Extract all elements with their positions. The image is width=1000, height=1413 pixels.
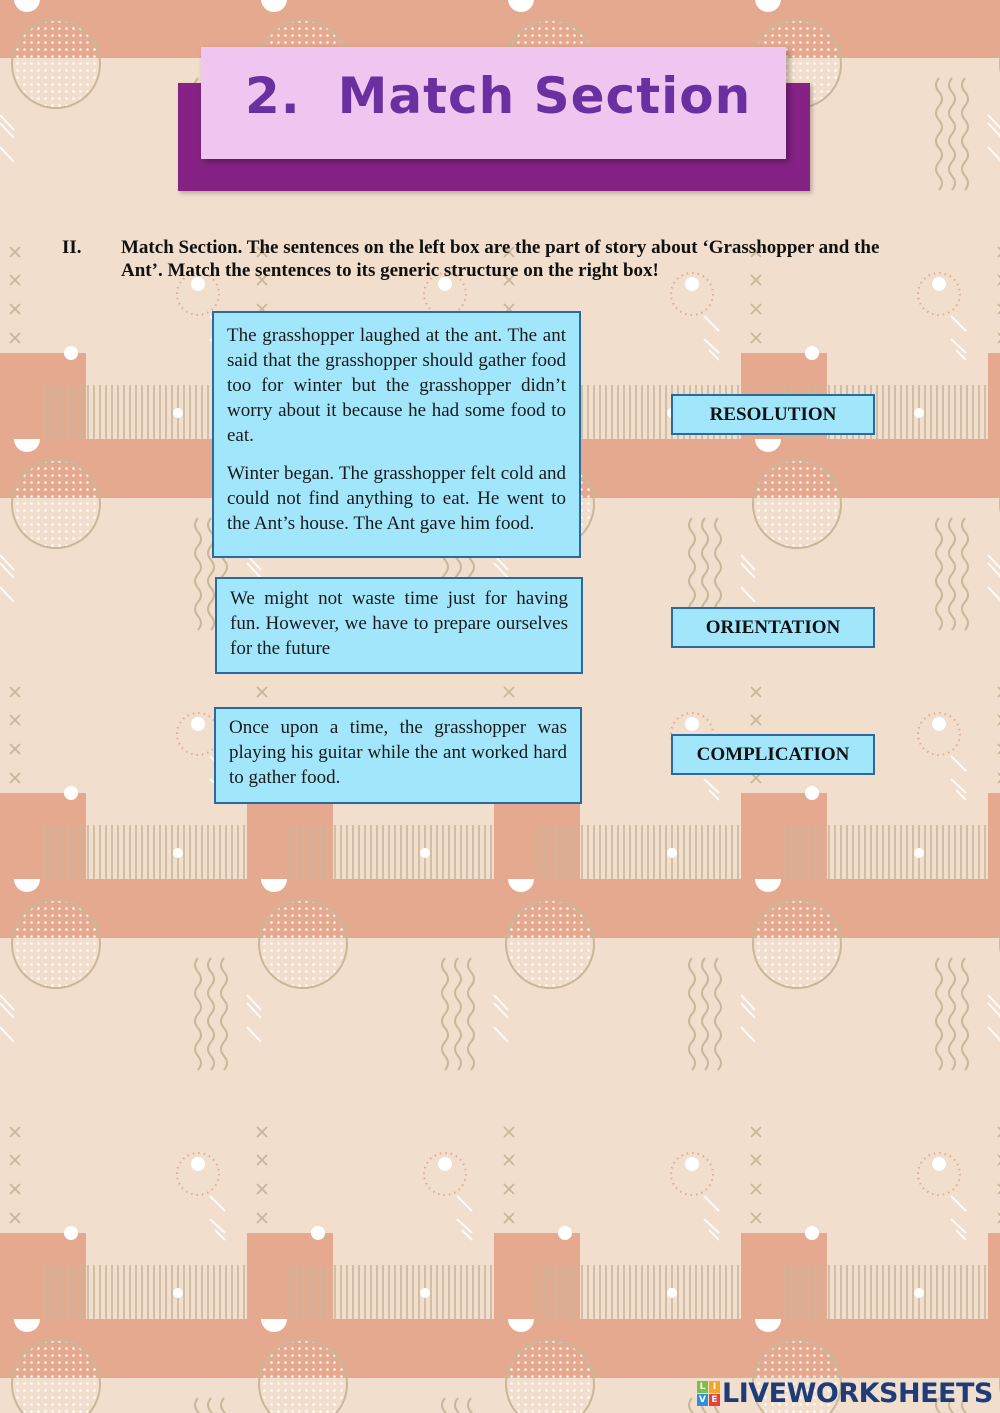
story-box-2[interactable] [215,577,583,674]
label-orientation[interactable]: ORIENTATION [671,607,875,648]
story-box-2-paragraph-1: We might not waste time just for having fun. However, we have to prepare ourselves for the future [230,588,568,659]
live-logo-icon: L I V E [697,1381,720,1406]
label-resolution[interactable]: RESOLUTION [671,394,875,435]
story-box-3-paragraph-1: Once upon a time, the grasshopper was playing his guitar while the ant worked hard to gather food. [229,717,567,788]
story-box-1-paragraph-1: The grasshopper laughed at the ant. The ant said that the grasshopper should gather food too for winter but the grasshopper didn’t worry about it because he had some food to eat. [227,325,566,446]
page-title: 2. Match Section [245,67,752,125]
story-box-1-paragraph-2: Winter began. The grasshopper felt cold and could not find anything to eat. He went to the Ant’s house. The Ant gave him food. [227,463,566,534]
label-complication[interactable]: COMPLICATION [671,734,875,775]
instruction-text: Match Section. The sentences on the left box are the part of story about ‘Grasshopper and the Ant’. Match the sentences to its generic structure on the right box! [121,237,880,281]
title-banner [201,47,786,159]
instruction-number: II. [62,237,82,258]
liveworksheets-brand [697,1378,993,1409]
story-box-3[interactable] [214,707,582,804]
brand-text: LIVEWORKSHEETS [722,1378,993,1409]
story-box-1[interactable] [212,311,581,558]
